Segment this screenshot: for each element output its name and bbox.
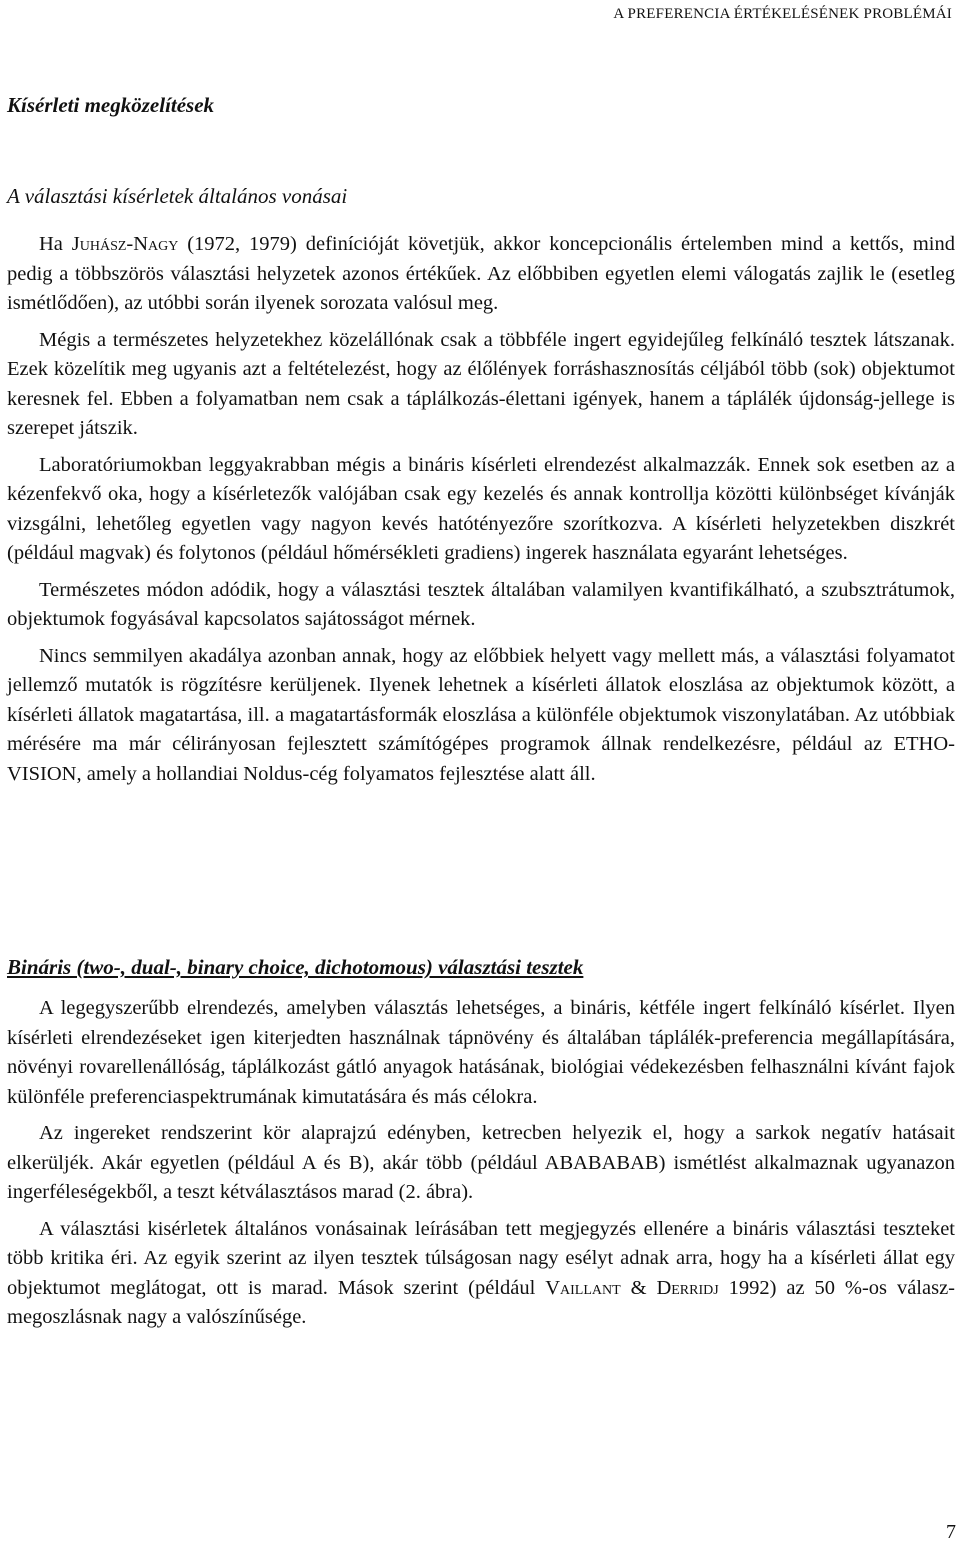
paragraph: Nincs semmilyen akadálya azonban annak, hogy az előbbiek helyett vagy mellett más, a választási folyamatot jellemző mutatók is rögzítésre kerüljenek. Ilyenek lehetnek a kísérleti állatok eloszlása az objektumok között, a kísérleti állatok magatartása, ill. a magatartásformák eloszlása a különféle objektumok viszonylatában. Az utóbbiak mérésére ma már célirányosan fejlesztett számítógépes programok állnak rendelkezésre, például az ETHO-VISION, amely a hollandiai Noldus-cég folyamatos fejlesztése alatt áll. (7, 644, 955, 785)
body-text-section-2 (7, 994, 955, 1333)
author-name: Vaillant (545, 1276, 621, 1299)
subsection-title: A választási kísérletek általános vonásai (7, 184, 348, 208)
author-name: Derridj (656, 1276, 719, 1299)
page-number: 7 (946, 1521, 956, 1543)
paragraph: Ha Juhász-Nagy (1972, 1979) definícióját követjük, akkor koncepcionális értelemben mind a kettős, mind pedig a többszörös választási helyzetek azonos értékűek. Az előbbiben egyetlen elemi válogatás zajlik le (esetleg ismétlődően), az utóbbi során ilyenek sorozata valósul meg. (7, 233, 955, 314)
paragraph: A választási kisérletek általános vonásainak leírásában tett megjegyzés ellenére a bináris választási teszteket több kritika éri. Az egyik szerint az ilyen tesztek túlságosan nagy esélyt adnak arra, hogy ha a kísérleti állat egy objektumot meglátogat, ott is marad. Mások szerint (például Vaillant & Derridj 1992) az 50 %-os válasz-megoszlásnak nagy a valószínűsége. (7, 1217, 955, 1328)
paragraph: Laboratóriumokban leggyakrabban mégis a bináris kísérleti elrendezést alkalmazzák. Ennek sok esetben az a kézenfekvő oka, hogy a kísérletezők valójában csak egy kezelés és annak kontrollja közötti különbséget kívánják vizsgálni, lehetőleg egyetlen vagy nagyon kevés hatótényezőre szorítkozva. A kísérleti helyzetekben diszkrét (például magvak) és folytonos (például hőmérsékleti gradiens) ingerek használata egyaránt lehetséges. (7, 453, 955, 564)
paragraph: A legegyszerűbb elrendezés, amelyben választás lehetséges, a bináris, kétféle ingert felkínáló kísérlet. Ilyen kísérleti elrendezéseket igen kiterjedten használnak tápnövény és általában táplálék-preferencia megállapítására, növényi rovarellenállóság, táplálkozást gátló anyagok hatásának, biológiai védekezésben felhasználni kívánt fajok különféle preferenciaspektrumának kimutatására és más célokra. (7, 997, 955, 1108)
running-header: A PREFERENCIA ÉRTÉKELÉSÉNEK PROBLÉMÁI (613, 6, 952, 22)
paragraph: Mégis a természetes helyzetekhez közelállónak csak a többféle ingert egyidejűleg felkínáló tesztek látszanak. Ezek közelítik meg ugyanis azt a feltételezést, hogy az élőlények forráshasznosítás céljából több (sok) objektumot keresnek fel. Ebben a folyamatban nem csak a táplálkozás-élettani igények, hanem a táplálék újdonság-jellege is szerepet játszik. (7, 328, 955, 439)
paragraph: Természetes módon adódik, hogy a választási tesztek általában valamilyen kvantifikálható, a szubsztrátumok, objektumok fogyásával kapcsolatos sajátosságot mérnek. (7, 578, 955, 630)
paragraph: Az ingereket rendszerint kör alaprajzú edényben, ketrecben helyezik el, hogy a sarkok negatív hatásait elkerüljék. Akár egyetlen (például A és B), akár több (például ABABABAB) ismétlést alkalmaznak ugyanazon ingerféleségekből, a teszt kétválasztásos marad (2. ábra). (7, 1122, 955, 1203)
subsection-title: Bináris (two-, dual-, binary choice, dichotomous) választási tesztek (7, 955, 584, 979)
section-title: Kísérleti megközelítések (7, 93, 215, 117)
body-text-section-1 (7, 230, 955, 789)
author-name: Juhász-Nagy (71, 233, 179, 255)
